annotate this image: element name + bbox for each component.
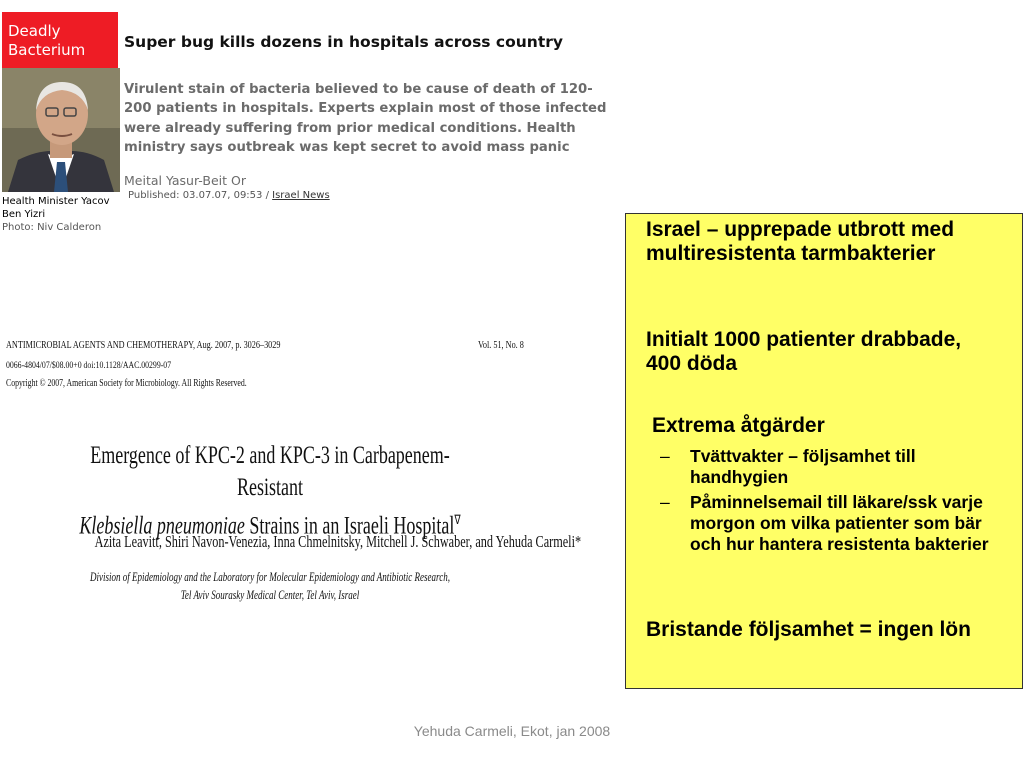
list-item [660,446,1012,488]
tag-line-2: Bacterium [8,41,86,59]
slide-footer: Yehuda Carmeli, Ekot, jan 2008 [413,723,611,739]
news-category-tag [2,12,118,68]
news-lede: Virulent stain of bacteria believed to be cause of death of 120-200 patients in hospitals. Experts explain most of those infected were already suffering from prior medical conditions. Health ministry says outbreak was kept secret to avoid mass panic [124,82,607,155]
summary-point-outbreaks: Israel – upprepade utbrott med multiresistenta tarmbakterier [646,218,955,265]
article-title [0,440,540,542]
summary-point-measures: Extrema åtgärder [652,414,825,437]
news-author: Meital Yasur-Beit Or [124,173,246,188]
dash-bullet: – [660,492,670,512]
affiliation-line-1: Division of Epidemiology and the Laboratory for Molecular Epidemiology and Antibiotic Research, [90,570,450,584]
caption-credit: Photo: Niv Calderon [2,222,102,233]
journal-doi: 0066-4804/07/$08.00+0 doi:10.1128/AAC.00299-07 [6,361,172,371]
summary-point-compliance: Bristande följsamhet = ingen lön [646,618,971,641]
photo-caption [2,195,120,234]
affiliation-line-2: Tel Aviv Sourasky Medical Center, Tel Aviv, Israel [180,588,360,602]
summary-box [625,213,1023,689]
article-title-footnote: ∇ [454,512,461,527]
israel-news-link[interactable]: Israel News [272,190,330,201]
journal-volume: Vol. 51, No. 8 [478,340,524,351]
news-headline: Super bug kills dozens in hospitals across country [124,33,563,51]
article-title-line-1: Emergence of KPC-2 and KPC-3 in Carbapenem-Resistant [90,442,450,501]
subpoint-reminder-email: Påminnelsemail till läkare/ssk varje morgon om vilka patienter som bär och hur hantera resistenta bakterier [690,492,989,554]
summary-point-patients: Initialt 1000 patienter drabbade, 400 döda [646,328,962,375]
published-date: Published: 03.07.07, 09:53 / [128,190,273,201]
article-title-species: Klebsiella pneumoniae [79,512,245,540]
journal-citation: ANTIMICROBIAL AGENTS AND CHEMOTHERAPY, Aug. 2007, p. 3026–3029 [6,340,281,351]
article-authors-text: Azita Leavitt, Shiri Navon-Venezia, Inna Chmelnitsky, Mitchell J. Schwaber, and Yehuda Carmeli* [94,532,582,551]
caption-name: Health Minister Yacov Ben Yizri [2,196,110,220]
list-item [660,492,1012,555]
dash-bullet: – [660,446,670,466]
news-published [128,190,330,201]
article-affiliation [0,568,540,604]
tag-line-1: Deadly [8,22,61,40]
article-title-rest: Strains in an Israeli Hospital [244,512,455,540]
journal-copyright: Copyright © 2007, American Society for Microbiology. All Rights Reserved. [6,378,247,389]
health-minister-photo [2,68,120,192]
measures-list [660,446,1012,559]
article-authors [0,532,582,552]
subpoint-hand-hygiene: Tvättvakter – följsamhet till handhygien [690,446,916,487]
